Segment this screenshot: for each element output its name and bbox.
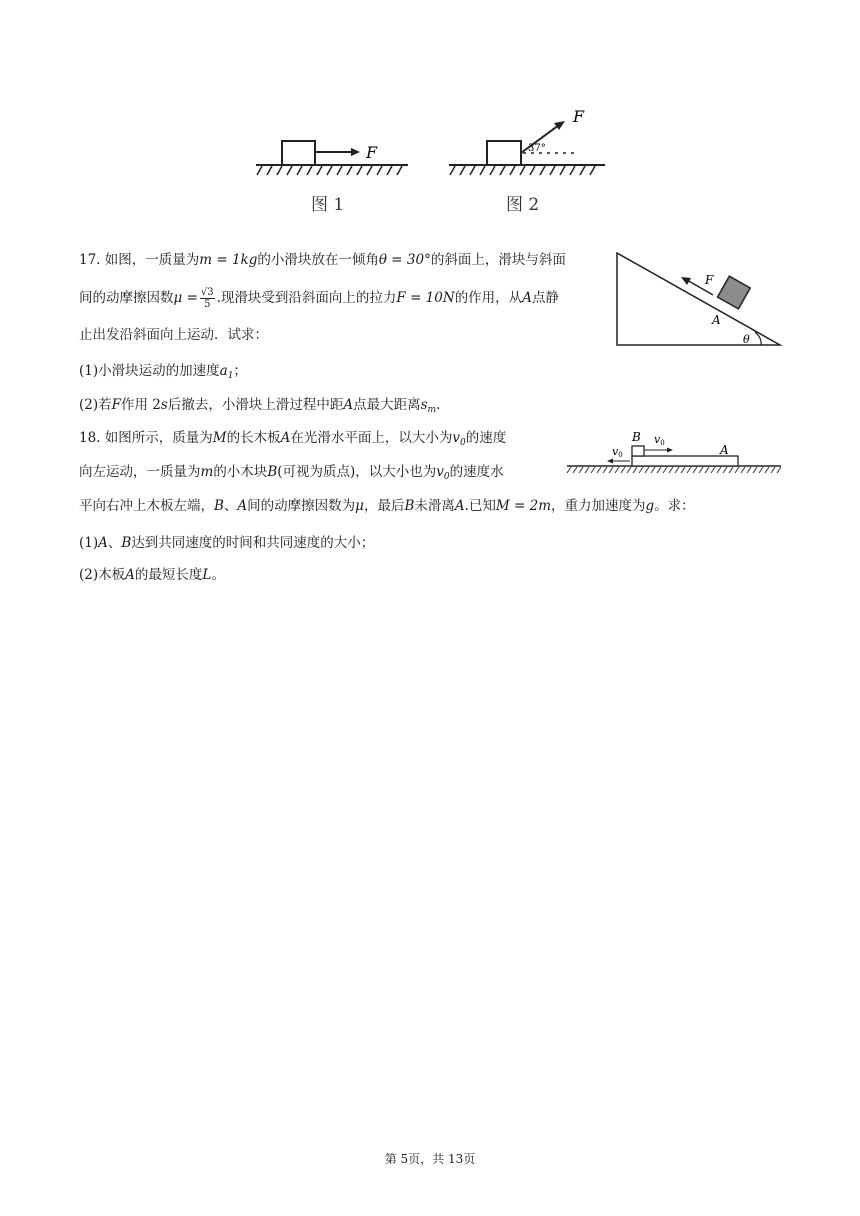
- force-label: F: [573, 107, 585, 126]
- board-velocity-label: v0: [612, 445, 623, 459]
- q18-line-3: 平向右冲上木板左端，B、A间的动摩擦因数为μ，最后B未滑离A.已知M = 2m，重力加速度为g。求：: [79, 498, 695, 514]
- arrow-head-icon: [351, 148, 360, 156]
- ground-hatch: [567, 467, 781, 473]
- q18-part-1: (1)A、B达到共同速度的时间和共同速度的大小；: [79, 535, 375, 551]
- q17-part-2: (2)若F作用 2s后撤去，小滑块上滑过程中距A点最大距离$s_m$.: [79, 397, 441, 415]
- incline-triangle: [617, 253, 780, 345]
- q18-line-1: 18. 如图所示，质量为M的长木板A在光滑水平面上，以大小为$v_0$的速度: [79, 430, 507, 448]
- mu-fraction: $\frac{√3}{5}$: [200, 287, 214, 310]
- figure-2-caption: 图 2: [506, 195, 540, 215]
- q18-figure: [565, 426, 783, 480]
- sliding-block: [718, 276, 751, 309]
- angle-label: 37°: [528, 143, 546, 154]
- block-label: B: [632, 430, 641, 444]
- board-A: [632, 456, 738, 466]
- force-label: F: [705, 273, 714, 287]
- force-label: F: [366, 143, 378, 162]
- page-footer: 第 5页，共 13页: [384, 1152, 476, 1166]
- point-label: A: [712, 313, 721, 327]
- angle-label: θ: [743, 333, 750, 346]
- q18-part-2: (2)木板A的最短长度L。: [79, 567, 225, 583]
- board-label: A: [720, 443, 729, 457]
- q18-line-2: 向左运动，一质量为m的小木块B(可视为质点)，以大小也为$v_0$的速度水: [79, 464, 504, 482]
- figure-1-caption: 图 1: [311, 195, 345, 215]
- q17-line-2: 间的动摩擦因数μ = $\frac{√3}{5}$ .现滑块受到沿斜面向上的拉力F = 10N的作用，从A点静: [79, 287, 559, 310]
- q17-part-1: (1)小滑块运动的加速度$a_1$；: [79, 363, 247, 381]
- ground-hatch: [257, 166, 402, 175]
- arrow-head-icon: [607, 459, 613, 464]
- block: [487, 141, 521, 165]
- block-B: [632, 446, 644, 456]
- ground-hatch: [450, 166, 595, 175]
- q17-figure: [612, 248, 786, 352]
- q17-line-3: 止出发沿斜面向上运动．试求：: [79, 327, 268, 343]
- block: [282, 141, 315, 165]
- arrow-head-icon: [667, 448, 673, 453]
- block-velocity-label: v0: [654, 433, 665, 447]
- q17-line-1: 17. 如图，一质量为m = 1kg的小滑块放在一倾角θ = 30°的斜面上，滑块与斜面: [79, 252, 566, 268]
